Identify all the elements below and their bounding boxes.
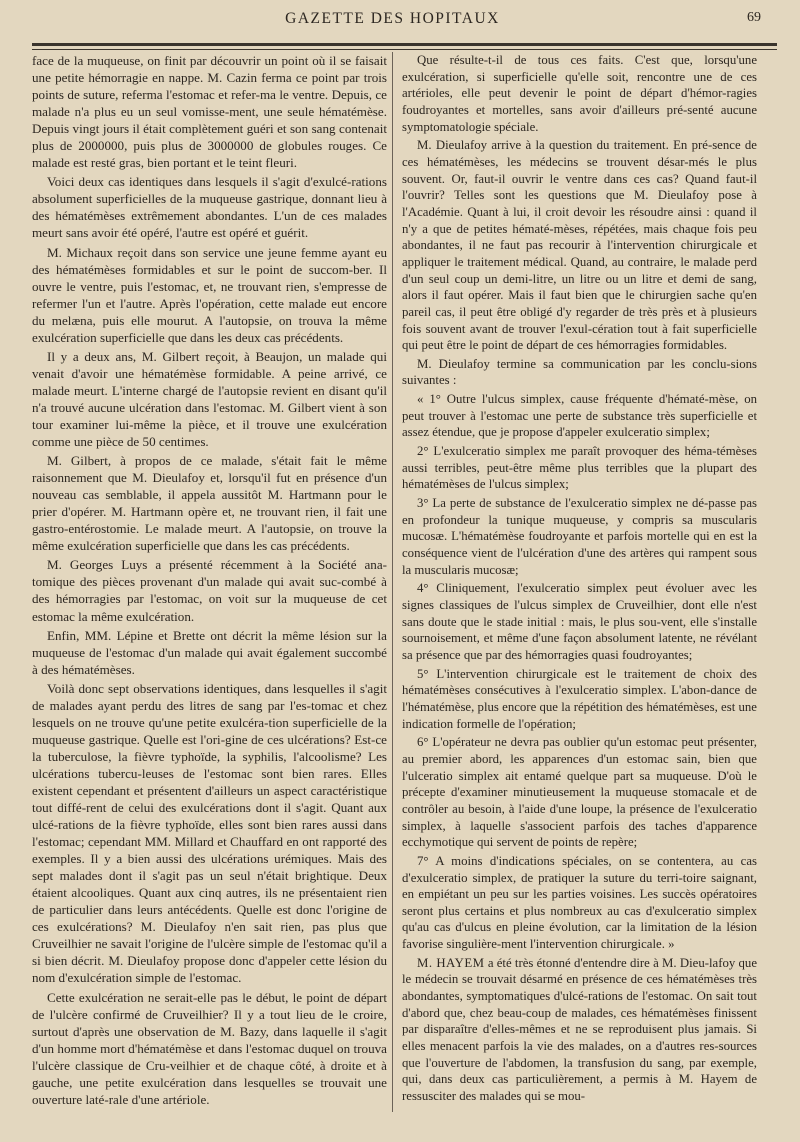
conclusion-item: 7° A moins d'indications spéciales, on se contentera, au cas d'exulceratio simplex, de pratiquer la suture du terri-toire saignant, en empiétant un peu sur les parties voisines. Les succès opératoires seront plus certains et plus nombreux au cas d'exulceratio simplex qu'au cas d'ulcus en pleine évolution, car la limitation de la lésion favorise singulière-ment l'intervention chirurgicale. » (402, 853, 757, 952)
right-paragraph-final (402, 955, 757, 1105)
left-paragraph: Voici deux cas identiques dans lesquels il s'agit d'exulcé-rations absolument superficielles de la muqueuse gastrique, donnant lieu à des hématémèses extrêmement abondantes. L'un de ces malades meurt sans avoir été opéré, l'autre est opéré et guérit. (32, 174, 387, 241)
left-paragraph: face de la muqueuse, on finit par découvrir un point où il se faisait une petite hémorragie en nappe. M. Cazin ferma ce point par trois points de suture, referma l'estomac et refer-ma le ventre. Depuis, ce malade n'a plus eu un seul vomisse-ment, une seule hématémèse. Depuis vingt jours il était complètement guéri et son sang contenait plus de 2000000, puis plus de 3000000 de globules rouges. Ce malade est resté gras, bien portant et le teint fleuri. (32, 53, 387, 171)
conclusion-item: 4° Cliniquement, l'exulceratio simplex peut évoluer avec les signes classiques de l'ulcus simplex de Cruveilhier, dont elle n'est sans doute que le stade initial : mais, le plus sou-vent, elle s'installe sournoisement, et même d'une façon absolument latente, ne révélant sa présence que par des hémorragies quasi foudroyantes; (402, 581, 757, 662)
conclusion-item: 2° L'exulceratio simplex me paraît provoquer des héma-témèses aussi terribles, peut-être même plus terribles que la plupart des hématémèses de l'ulcus simplex; (402, 444, 757, 492)
left-column (32, 52, 387, 1110)
article-columns (32, 52, 777, 1112)
left-paragraph: M. Gilbert, à propos de ce malade, s'était fait le même raisonnement que M. Dieulafoy et, lorsqu'il fut en présence d'un nouveau cas semblable, il appela aussitôt M. Hartmann pour le prier d'opérer. M. Hartmann opère et, ne trouvant rien, il fait une gastro-entérostomie. Le malade meurt. A l'autopsie, on trouve la même exulcération superficielle que dans les cas précédents. (32, 453, 387, 554)
header-rule-thick (32, 43, 777, 46)
header-rule-thin (32, 49, 777, 50)
speaker-name: M. HAYEM (417, 955, 485, 970)
conclusion-item: 5° L'intervention chirurgicale est le traitement de choix des hématémèses consécutives à l'exulceratio simplex. L'abon-dance de l'hématémèse, plus encore que la répétition des hématémèses, est une indication formelle de l'opération; (402, 666, 757, 731)
conclusion-item: « 1° Outre l'ulcus simplex, cause fréquente d'hématé-mèse, on peut trouver à l'estomac une perte de substance très superficielle et assez étendue, que je propose d'appeler exulceratio simplex; (402, 392, 757, 440)
left-paragraph: Voilà donc sept observations identiques, dans lesquelles il s'agit de malades ayant perdu des litres de sang par l'es-tomac et chez lesquels on ne trouve qu'une petite exulcéra-tion superficielle de la muqueuse gastrique. Quelle est l'ori-gine de ces ulcérations? Est-ce la tuberculose, la fièvre typhoïde, la syphilis, l'alcoolisme? Les ulcérations tubercu-leuses de l'estomac sont bien rares. Elles existent cependant et présentent d'ailleurs un aspect caractéristique tout diffé-rent de celui des exulcérations dont il s'agit. Quant aux ulcé-rations de la fièvre typhoïde, elles sont bien rares aussi dans l'estomac; cependant MM. Millard et Chauffard en ont rapporté des exemples. Il y a bien aussi des ulcérations urémiques. Mais des sept malades dont il s'agit pas un seul n'était brightique. Deux étaient alcooliques. Quant aux cinq autres, ils ne présentaient rien de particulier dans leurs antécédents. Quelle est donc l'origine de ces exulcérations? M. Dieulafoy n'en sait rien, pas plus que Cruveilhier ne savait l'origine de l'ulcère simple de l'estomac qu'il a si bien décrit. M. Dieulafoy propose donc d'appeler cette lésion du nom d'exulcération simple de l'estomac. (32, 680, 387, 986)
page-header (20, 6, 765, 36)
conclusion-item: 6° L'opérateur ne devra pas oublier qu'un estomac peut présenter, au premier abord, les apparences d'un estomac sain, bien que l'ulceratio simplex ait entamé quelque part sa muqueuse. D'où le précepte d'examiner minutieusement la muqueuse stomacale et de contrôler au besoin, à l'aide d'une loupe, la présence de l'exulceratio simplex, à laquelle s'associent parfois des taches d'apparence ecchymotique qui servent de points de repère; (402, 735, 757, 850)
page-number: 69 (747, 10, 761, 25)
left-paragraph: M. Georges Luys a présenté récemment à la Société ana-tomique des pièces provenant d'un malade qui avait suc-combé à des hémorragies par l'estomac, on voit sur la muqueuse de cet estomac la même exulcération. (32, 557, 387, 624)
right-column (402, 52, 757, 1107)
left-paragraph: Enfin, MM. Lépine et Brette ont décrit la même lésion sur la muqueuse de l'estomac d'un malade qui avait également succombé à des hématémèses. (32, 627, 387, 677)
right-paragraph: Que résulte-t-il de tous ces faits. C'est que, lorsqu'une exulcération, si superficielle qu'elle soit, rencontre une de ces artérioles, elle peut devenir le point de départ d'hémor-ragies foudroyantes et mortelles, sans avoir d'ailleurs pré-senté aucune symptomatologie spéciale. (402, 53, 757, 134)
speaker-text: a été très étonné d'entendre dire à M. Dieu-lafoy que le médecin se trouvait désarmé en présence de ces hématémèses très abondantes, symptomatiques d'ulcé-rations de l'estomac. On sait tout d'abord que, chez beau-coup de malades, ces hématémèses finissent par disparaître d'elles-mêmes et ne se reproduisent plus jamais. Si elles menacent parfois la vie des malades, on a d'autres res-sources que l'ouverture de l'abdomen, la transfusion du sang, par exemple, qui, dans deux cas particulièrement, a permis à M. Hayem de ressusciter des malades qui se mou- (402, 955, 757, 1104)
left-paragraph: Cette exulcération ne serait-elle pas le début, le point de départ de l'ulcère confirmé de Cruveilhier? Il y a tout lieu de le croire, surtout d'après une observation de M. Bazy, dans laquelle il s'agit d'un homme mort d'hématémèse et dans l'estomac duquel on trouva l'ulcère classique de Cru-veilhier et de chaque côté, à droite et à gauche, une petite exulcération dans lesquelles se trouvait une ouverture laté-rale d'une artériole. (32, 989, 387, 1107)
header-rules (32, 43, 777, 50)
left-paragraph: M. Michaux reçoit dans son service une jeune femme ayant eu des hématémèses formidables et sur le point de succom-ber. Il ouvre le ventre, puis l'estomac, et, ne trouvant rien, s'empresse de refermer l'un et l'autre. Après l'opération, cette malade eut encore du melæna, puis elle mourut. A l'autopsie, on trouva la même exulcération superficielle que dans les deux cas précédents. (32, 244, 387, 345)
running-title: GAZETTE DES HOPITAUX (285, 10, 500, 27)
left-paragraph: Il y a deux ans, M. Gilbert reçoit, à Beaujon, un malade qui venait d'avoir une hématémèse formidable. A peine arrivé, ce malade meurt. L'interne chargé de l'autopsie revient en disant qu'il n'a trouvé aucune ulcération dans l'estomac. M. Gilbert vient à son tour examiner lui-même la pièce, et il trouve une exulcération comme une pièce de 50 centimes. (32, 348, 387, 450)
right-paragraph: M. Dieulafoy termine sa communication par les conclu-sions suivantes : (402, 356, 757, 388)
column-divider (392, 52, 393, 1112)
right-paragraph: M. Dieulafoy arrive à la question du traitement. En pré-sence de ces hématémèses, les médecins se trouvent désar-més le plus souvent. Or, faut-il ouvrir le ventre dans ces cas? Quand faut-il l'ouvrir? Telles sont les questions que M. Dieulafoy pose à l'Académie. Quant à lui, il croit devoir les résoudre ainsi : quand il n'y a que de petites hématé-mèses, répétées, mais chaque fois peu abondantes, il ne faut pas recourir à l'intervention chirurgicale et appliquer le traitement médical. Quand, au contraire, le malade perd d'un seul coup un demi-litre, un litre ou un litre et demi de sang, alors il faut opérer. Mais il faut bien que le chirurgien sache qu'en pareil cas, il peut être obligé d'y regarder de très près et à plusieurs fois souvent avant de trouver l'exul-cération tout à fait superficielle qui peut être le point de départ de ces hémorragies formidables. (402, 138, 757, 353)
conclusion-item: 3° La perte de substance de l'exulceratio simplex ne dé-passe pas en profondeur la tunique muqueuse, y compris sa muscularis mucosæ. L'hématémèse foudroyante et parfois mortelle qui en est la conséquence vient de l'ulcération d'une des artères qui rampent sous la muscularis mucosæ; (402, 496, 757, 577)
